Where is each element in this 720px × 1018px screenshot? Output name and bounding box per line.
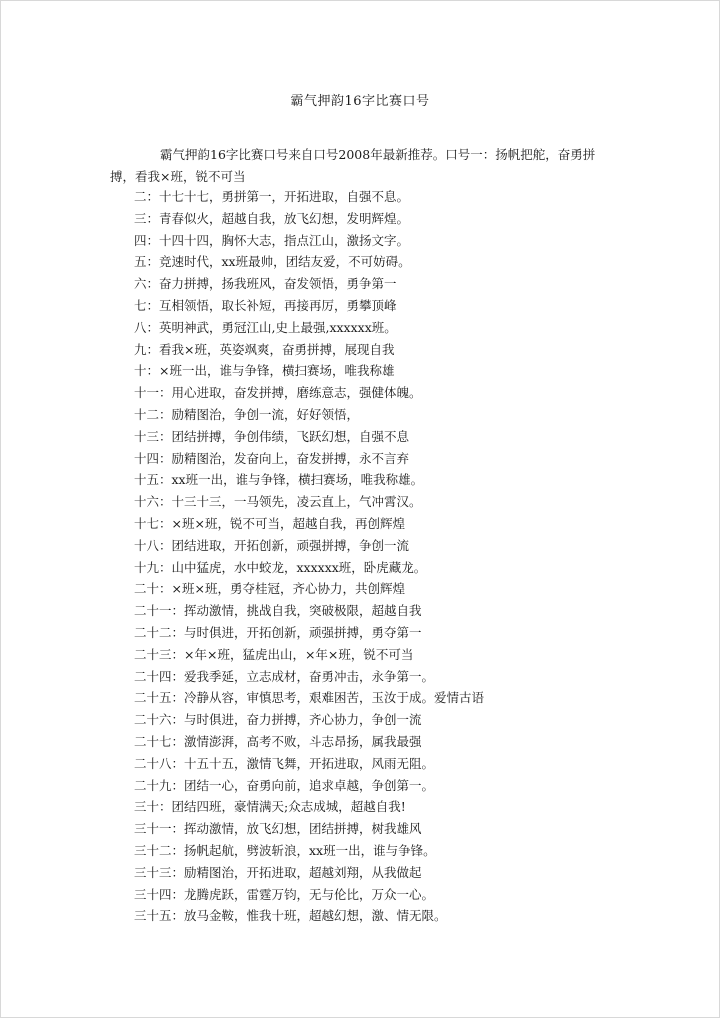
slogan-item: 十八：团结进取，开拓创新，顽强拼搏，争创一流 <box>134 537 410 553</box>
slogan-item: 十四：励精图治，发奋向上，奋发拼搏，永不言弃 <box>134 450 410 466</box>
slogan-item: 十：×班一出，谁与争锋，横扫赛场，唯我称雄 <box>134 363 395 379</box>
slogan-item: 十三：团结拼搏，争创伟绩，飞跃幻想，自强不息 <box>134 428 410 444</box>
slogan-item: 十一：用心进取，奋发拼搏，磨练意志，强健体魄。 <box>134 385 422 401</box>
slogan-item: 三十三：励精图治，开拓进取，超越刘翔，从我做起 <box>134 864 422 880</box>
slogan-item: 十二：励精图治，争创一流，好好领悟， <box>134 406 360 422</box>
slogan-item: 三：青春似火，超越自我，放飞幻想，发明辉煌。 <box>134 210 410 226</box>
slogan-item: 二：十七十七，勇拼第一，开拓进取，自强不息。 <box>134 189 410 204</box>
intro-paragraph: 霸气押韵16字比赛口号来自口号2008年最新推荐。口号一：扬帆把舵，奋勇拼搏，看我×班，锐不可当 <box>110 147 596 184</box>
slogan-item: 二十九：团结一心，奋勇向前，追求卓越，争创第一。 <box>134 777 435 793</box>
slogan-item: 十六：十三十三，一马领先，凌云直上，气冲霄汉。 <box>134 494 422 510</box>
slogan-item: 五：竞速时代，xx班最帅，团结友爱，不可妨碍。 <box>134 254 411 270</box>
slogan-item: 十九：山中猛虎，水中蛟龙，xxxxxx班，卧虎藏龙。 <box>134 559 427 575</box>
document-title: 霸气押韵16字比赛口号 <box>290 94 430 109</box>
slogan-item: 三十四：龙腾虎跃，雷霆万钧，无与伦比，万众一心。 <box>134 886 435 902</box>
slogan-item: 二十六：与时俱进，奋力拼搏，齐心协力，争创一流 <box>134 712 422 728</box>
slogan-item: 六：奋力拼搏，扬我班风，奋发领悟，勇争第一 <box>134 276 397 292</box>
slogan-item: 三十一：挥动激情，放飞幻想，团结拼搏，树我雄风 <box>134 821 422 837</box>
slogan-item: 二十二：与时俱进，开拓创新，顽强拼搏，勇夺第一 <box>134 624 422 640</box>
slogan-item: 二十：×班×班，勇夺桂冠，齐心协力，共创辉煌 <box>134 581 405 597</box>
slogan-item: 二十四：爱我季延，立志成材，奋勇冲击，永争第一。 <box>134 668 435 684</box>
slogan-item: 二十五：冷静从容，审慎思考，艰难困苦，玉汝于成。爱情古语 <box>134 690 485 706</box>
slogan-item: 三十：团结四班，豪情满天;众志成城，超越自我! <box>134 799 406 815</box>
slogan-item: 二十七：激情澎湃，高考不败，斗志昂扬，属我最强 <box>134 733 422 749</box>
slogan-item: 九：看我×班，英姿飒爽，奋勇拼搏，展现自我 <box>134 341 395 357</box>
slogan-item: 二十一：挥动激情，挑战自我，突破极限，超越自我 <box>134 603 422 619</box>
slogan-item: 十七：×班×班，锐不可当，超越自我，再创辉煌 <box>134 515 405 531</box>
slogan-item: 三十五：放马金鞍，惟我十班，超越幻想，激、情无限。 <box>134 908 447 924</box>
slogan-item: 二十三：×年×班，猛虎出山，×年×班，锐不可当 <box>134 646 414 662</box>
slogan-item: 三十二：扬帆起航，劈波斩浪，xx班一出，谁与争锋。 <box>134 842 436 858</box>
slogan-item: 八：英明神武，勇冠江山,史上最强,xxxxxx班。 <box>134 319 397 335</box>
slogan-item: 七：互相领悟，取长补短，再接再厉，勇攀顶峰 <box>134 297 397 313</box>
slogan-item: 二十八：十五十五，激情飞舞，开拓进取，风雨无阻。 <box>134 755 435 771</box>
slogan-item: 十五：xx班一出，谁与争锋，横扫赛场，唯我称雄。 <box>134 472 424 488</box>
slogan-item: 四：十四十四，胸怀大志，指点江山，激扬文字。 <box>134 232 410 248</box>
slogan-list <box>134 186 624 927</box>
